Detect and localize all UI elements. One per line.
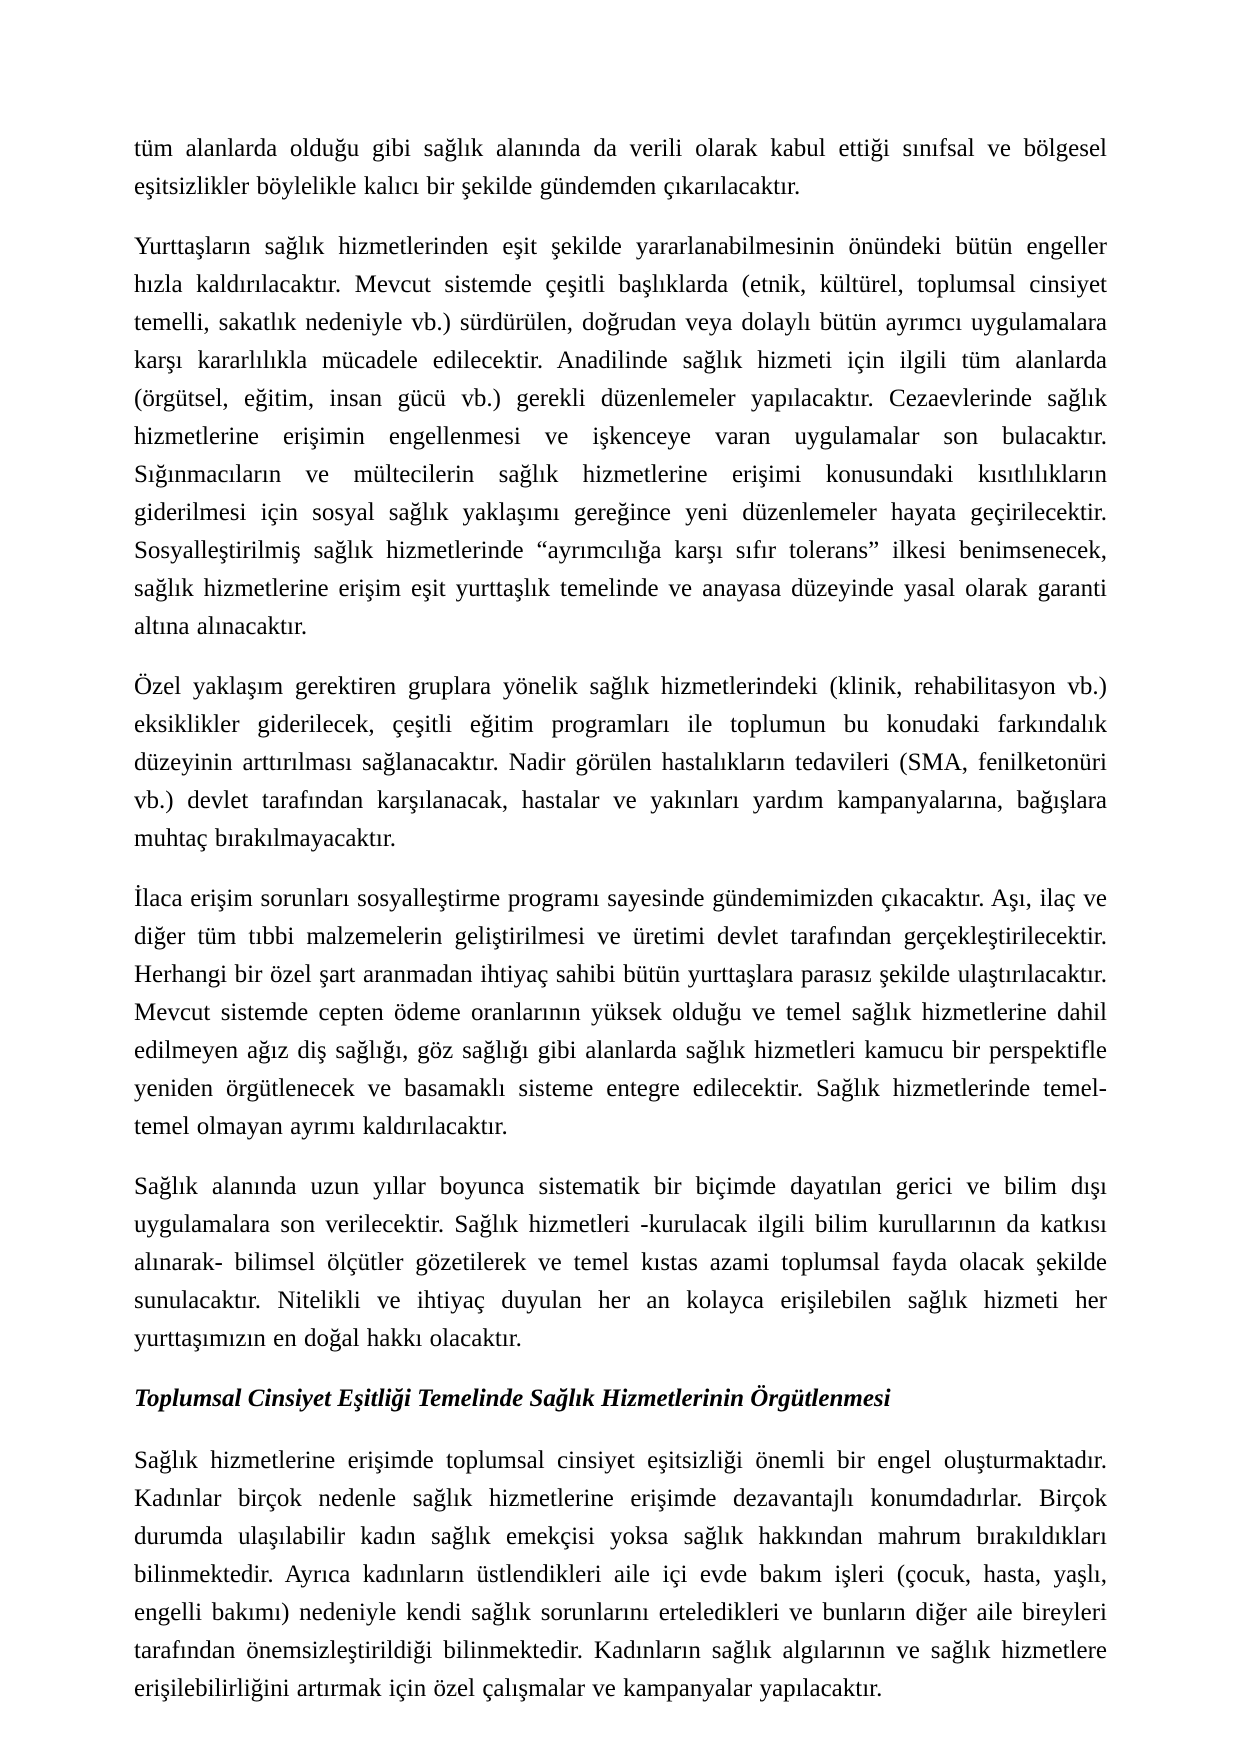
paragraph-special-needs-groups: Özel yaklaşım gerektiren gruplara yönelik sağlık hizmetlerindeki (klinik, rehabilitasyon vb.) eksiklikler giderilecek, çeşitli eğitim programları ile toplumun bu konudaki farkındalık düzeyinin arttırılması sağlanacaktır. Nadir görülen hastalıkların tedavileri (SMA, fenilketonüri vb.) devlet tarafından karşılanacak, hastalar ve yakınları yardım kampanyalarına, bağışlara muhtaç bırakılmayacaktır. <box>134 673 1107 852</box>
section-heading-gender-equality: Toplumsal Cinsiyet Eşitliği Temelinde Sağlık Hizmetlerinin Örgütlenmesi <box>134 1385 891 1412</box>
paragraph-scientific-healthcare: Sağlık alanında uzun yıllar boyunca sistematik bir biçimde dayatılan gerici ve bilim dışı uygulamalara son verilecektir. Sağlık hizmetleri -kurulacak ilgili bilim kurullarının da katkısı alınarak- bilimsel ölçütler gözetilerek ve temel kıstas azami toplumsal fayda olacak şekilde sunulacaktır. Nitelikli ve ihtiyaç duyulan her an kolayca erişilebilen sağlık hizmeti her yurttaşımızın en doğal hakkı olacaktır. <box>134 1173 1107 1352</box>
paragraph-equal-access-discrimination: Yurttaşların sağlık hizmetlerinden eşit şekilde yararlanabilmesinin önündeki bütün engeller hızla kaldırılacaktır. Mevcut sistemde çeşitli başlıklarda (etnik, kültürel, toplumsal cinsiyet temelli, sakatlık nedeniyle vb.) sürdürülen, doğrudan veya dolaylı bütün ayrımcı uygulamalara karşı kararlılıkla mücadele edilecektir. Anadilinde sağlık hizmeti için ilgili tüm alanlarda (örgütsel, eğitim, insan gücü vb.) gerekli düzenlemeler yapılacaktır. Cezaevlerinde sağlık hizmetlerine erişimin engellenmesi ve işkenceye varan uygulamalar son bulacaktır. Sığınmacıların ve mültecilerin sağlık hizmetlerine erişimi konusundaki kısıtlılıkların giderilmesi için sosyal sağlık yaklaşımı gereğince yeni düzenlemeler hayata geçirilecektir. Sosyalleştirilmiş sağlık hizmetlerinde “ayrımcılığa karşı sıfır tolerans” ilkesi benimsenecek, sağlık hizmetlerine erişim eşit yurttaşlık temelinde ve anayasa düzeyinde yasal olarak garanti altına alınacaktır. <box>134 233 1107 640</box>
paragraph-class-regional-inequalities: tüm alanlarda olduğu gibi sağlık alanında da verili olarak kabul ettiği sınıfsal ve bölgesel eşitsizlikler böylelikle kalıcı bir şekilde gündemden çıkarılacaktır. <box>134 135 1107 200</box>
paragraph-women-healthcare-access: Sağlık hizmetlerine erişimde toplumsal cinsiyet eşitsizliği önemli bir engel oluşturmaktadır. Kadınlar birçok nedenle sağlık hizmetlerine erişimde dezavantajlı konumdadırlar. Birçok durumda ulaşılabilir kadın sağlık emekçisi yoksa sağlık hakkından mahrum bırakıldıkları bilinmektedir. Ayrıca kadınların üstlendikleri aile içi evde bakım işleri (çocuk, hasta, yaşlı, engelli bakımı) nedeniyle kendi sağlık sorunlarını erteledikleri ve bunların diğer aile bireyleri tarafından önemsizleştirildiği bilinmektedir. Kadınların sağlık algılarının ve sağlık hizmetlere erişilebilirliğini artırmak için özel çalışmalar ve kampanyalar yapılacaktır. <box>134 1447 1107 1702</box>
paragraph-medicine-access: İlaca erişim sorunları sosyalleştirme programı sayesinde gündemimizden çıkacaktır. Aşı, ilaç ve diğer tüm tıbbi malzemelerin geliştirilmesi ve üretimi devlet tarafından gerçekleştirilecektir. Herhangi bir özel şart aranmadan ihtiyaç sahibi bütün yurttaşlara parasız şekilde ulaştırılacaktır. Mevcut sistemde cepten ödeme oranlarının yüksek olduğu ve temel sağlık hizmetlerine dahil edilmeyen ağız diş sağlığı, göz sağlığı gibi alanlarda sağlık hizmetleri kamucu bir perspektifle yeniden örgütlenecek ve basamaklı sisteme entegre edilecektir. Sağlık hizmetlerinde temel-temel olmayan ayrımı kaldırılacaktır. <box>134 885 1107 1140</box>
